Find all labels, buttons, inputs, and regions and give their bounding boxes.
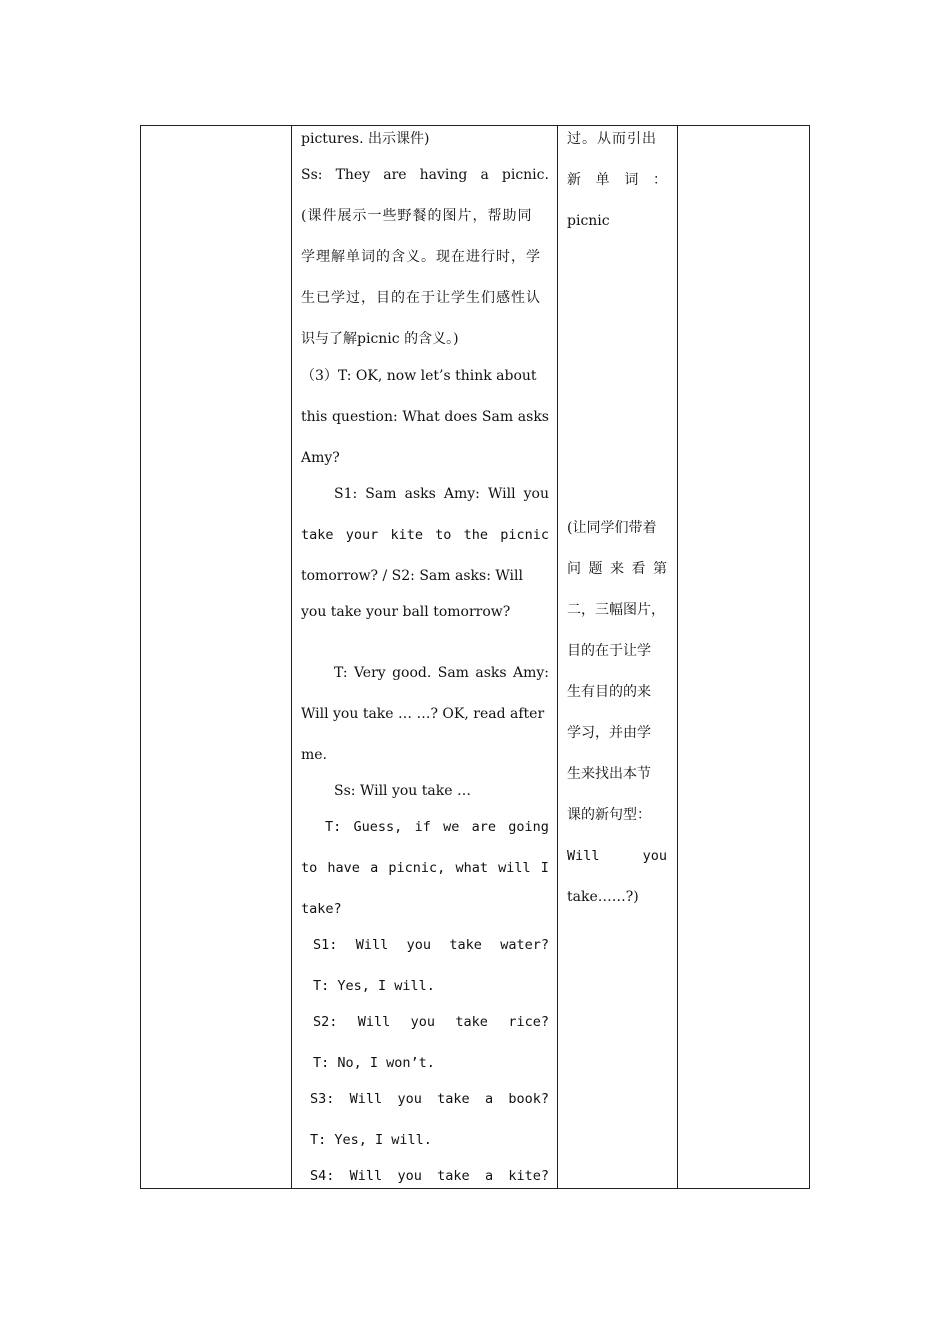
text-line: to have a picnic, what will I [301,860,549,876]
text-line: T: Yes, I will. [313,978,435,994]
text-line: Will you [567,848,667,864]
text-line: Ss: Will you take … [334,783,471,799]
teaching-process-cell [292,126,557,1188]
text-line: T: Guess, if we are going [325,819,549,835]
text-line: 目的在于让学 [567,643,651,659]
text-line: take your kite to the picnic [301,527,549,543]
text-line: S1: Will you take water? [313,937,549,953]
text-line: 生已学过，目的在于让学生们感性认 [301,290,541,306]
column-divider [677,126,678,1188]
text-line: Ss: They are having a picnic. [301,167,549,183]
text-line: 生来找出本节 [567,766,651,782]
text-line: 学习，并由学 [567,725,651,741]
lesson-plan-table [140,125,810,1189]
text-line: pictures. 出示课件) [301,131,430,147]
text-line: picnic [567,213,610,229]
text-line: take……?) [567,889,639,905]
text-line: S4: Will you take a kite? [310,1168,549,1184]
text-line: Amy? [301,450,340,466]
text-line: 生有目的的来 [567,684,651,700]
text-line: 问 题 来 看 第 [567,561,667,577]
text-line: 课的新句型： [567,807,651,823]
text-line: Will you take … …? OK, read after [301,706,545,722]
text-line: (让同学们带着 [567,520,657,536]
text-line: S3: Will you take a book? [310,1091,549,1107]
text-line: 新 单 词 ： [567,172,667,188]
text-line: 识与了解picnic 的含义。) [301,331,459,347]
text-line: S1: Sam asks Amy: Will you [334,486,549,502]
text-line: T: No, I won’t. [313,1055,435,1071]
text-line: 二，三幅图片， [567,602,665,618]
text-line: S2: Will you take rice? [313,1014,549,1030]
text-line: 学理解单词的含义。现在进行时，学 [301,249,541,265]
text-line: tomorrow? / S2: Sam asks: Will [301,568,523,584]
text-line: me. [301,747,328,763]
text-line: you take your ball tomorrow? [301,604,511,620]
text-line: T: Yes, I will. [310,1132,432,1148]
design-intent-cell [558,126,677,1188]
text-line: 过。从而引出 [567,131,657,147]
text-line: （3）T: OK, now let’s think about [301,368,537,384]
text-line: take? [301,901,342,917]
text-line: this question: What does Sam asks [301,409,549,425]
text-line: (课件展示一些野餐的图片，帮助同 [301,208,533,224]
text-line: T: Very good. Sam asks Amy: [334,665,549,681]
